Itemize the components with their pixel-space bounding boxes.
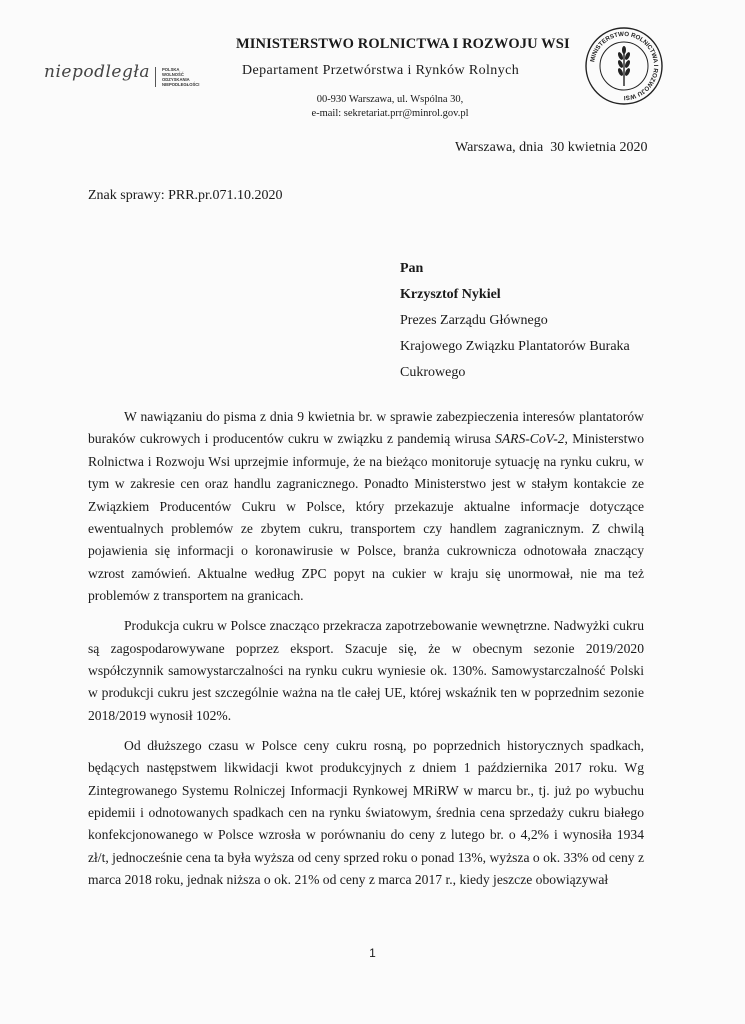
logo-divider <box>155 67 156 87</box>
paragraph-1 <box>88 406 644 608</box>
case-reference: Znak sprawy: PRR.pr.071.10.2020 <box>88 188 283 203</box>
recipient-name: Krzysztof Nykiel <box>400 287 501 302</box>
ministry-name: MINISTERSTWO ROLNICTWA I ROZWOJU WSI <box>236 36 570 52</box>
recipient-org-line1: Krajowego Związku Plantatorów Buraka <box>400 339 630 354</box>
letter-body <box>88 406 644 899</box>
recipient-salutation: Pan <box>400 261 424 276</box>
niepodlegla-logo <box>44 62 200 92</box>
seal-text: MINISTERSTWO ROLNICTWA I ROZWOJU WSI <box>589 30 660 102</box>
department-name: Departament Przetwórstwa i Rynków Rolnych <box>242 63 520 78</box>
address-line: 00-930 Warszawa, ul. Wspólna 30, <box>316 94 464 105</box>
paragraph-1-part-a: W nawiązaniu do pisma z dnia 9 kwietnia br. w sprawie zabezpieczenia interesów plantatorów buraków cukrowych i producentów cukru w związku z pandemią wirusa <box>88 409 644 447</box>
letter-date: Warszawa, dnia 30 kwietnia 2020 <box>455 140 648 155</box>
paragraph-2: Produkcja cukru w Polsce znacząco przekracza zapotrzebowanie wewnętrzne. Nadwyżki cukru są zagospodarowywane poprzez eksport. Szacuje się, że w obecnym sezonie 2019/2020 współczynnik samowystarczalności na rynku cukru wyniesie ok. 130%. Samowystarczalność Polski w produkcji cukru jest szczególnie ważna na tle całej UE, której wskaźnik ten w poprzednim sezonie 2018/2019 wynosił 102%. <box>88 618 644 723</box>
ministry-seal-logo <box>584 26 664 106</box>
paragraph-1-part-b: , Ministerstwo Rolnictwa i Rozwoju Wsi uprzejmie informuje, że na bieżąco monitoruje sytuację na rynku cukru, w tym w zakresie cen oraz handlu zagranicznego. Ponadto Ministerstwo jest w stałym kontakcie ze Związkiem Producentów Cukru w Polsce, który przekazuje aktualne informacje dotyczące ewentualnych problemów ze zbytem cukru, transportem czy handlem zagranicznym. Z chwilą pojawienia się informacji o koronawirusie w Polsce, branża cukrownicza odnotowała znaczący wzrost zamówień. Aktualne według ZPC popyt na cukier w kraju się unormował, nie ma też problemów z transportem na granicach. <box>88 431 644 604</box>
recipient-block <box>400 256 630 386</box>
recipient-title: Prezes Zarządu Głównego <box>400 313 548 328</box>
ministry-address <box>290 93 490 121</box>
virus-name: SARS-CoV-2 <box>495 431 565 447</box>
logo-script-text: niepodległa <box>44 62 150 82</box>
recipient-org-line2: Cukrowego <box>400 365 466 380</box>
logo-small-text: POLSKA WOLNOŚĆ ODZYSKANIA NIEPODLEGŁOŚCI <box>162 67 200 87</box>
paragraph-3: Od dłuższego czasu w Polsce ceny cukru rosną, po poprzednich historycznych spadkach, będących następstwem likwidacji kwot produkcyjnych z dniem 1 października 2017 roku. Wg Zintegrowanego Systemu Rolniczej Informacji Rynkowej MRiRW w marcu br., tj. już po wybuchu epidemii i odnotowanych spadkach cen na rynku światowym, średnia cena sprzedaży cukru białego konfekcjonowanego w Polsce wzrosła w porównaniu do ceny z lutego br. o 4,2% i wynosiła 1934 zł/t, jednocześnie cena ta była wyższa od ceny sprzed roku o ponad 13%, wyższa o ok. 33% od ceny z marca 2018 roku, jednak niższa o ok. 21% od ceny z marca 2017 r., kiedy jeszcze obowiązywał <box>88 737 644 888</box>
email-line: e-mail: sekretariat.prr@minrol.gov.pl <box>311 108 469 119</box>
page-number: 1 <box>369 946 376 960</box>
wheat-icon <box>617 46 631 86</box>
